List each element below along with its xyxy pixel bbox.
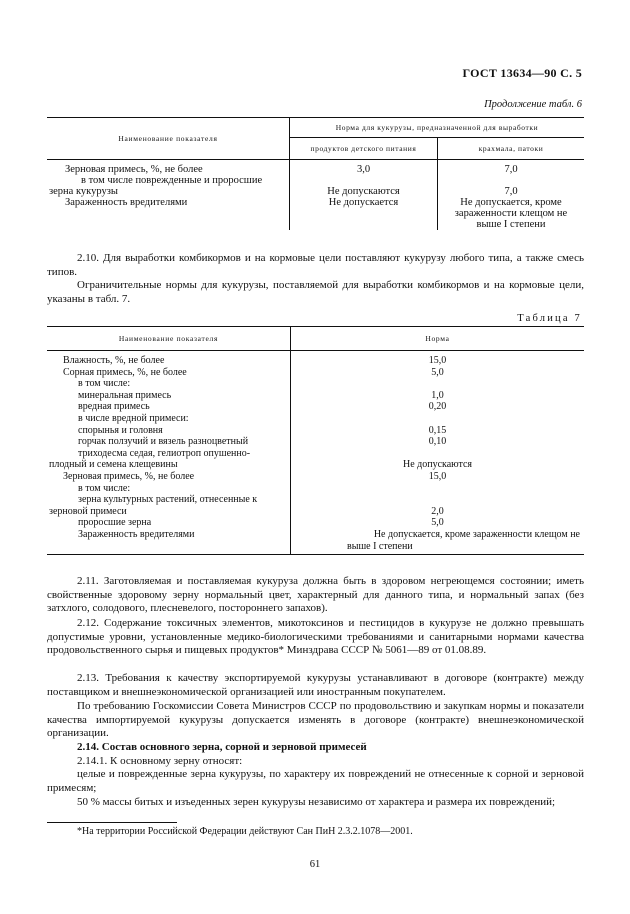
paragraph-2-13-b: По требованию Госкомиссии Совета Министров СССР по продовольствию и закупкам нормы и показатели качества импортируемой кукурузы допускается изменять в договоре (контракте) внешнеэкономической организации. (47, 700, 584, 740)
table-value: выше I степени (291, 541, 585, 555)
section-heading-2-14: 2.14. Состав основного зерна, сорной и зерновой примесей (77, 741, 367, 753)
table-value: 3,0 (356, 164, 371, 175)
table-value: 7,0 (504, 164, 518, 175)
table-row-name: Зерновая примесь, %, не более (47, 471, 291, 483)
table-value: Не допускается, кроме зараженности клещом не (373, 528, 580, 540)
table-continuation-label: Продолжение табл. 6 (484, 99, 582, 110)
table-cell-names (47, 160, 290, 231)
table-row-name: в том числе поврежденные и проросшие (81, 175, 263, 186)
table-row-name: Зерновая примесь, %, не более (65, 164, 203, 175)
table-value: 15,0 (428, 470, 447, 482)
table-cell-baby-food (290, 160, 438, 231)
table-value: 0,15 (428, 424, 447, 436)
table-row-name: Влажность, %, не более (47, 355, 291, 367)
table-row-name: зерна кукурузы (49, 186, 118, 197)
table-value: выше I степени (476, 219, 546, 230)
table-value: 1,0 (431, 389, 444, 401)
footnote-rule (47, 822, 177, 823)
col-header-norm: Норма для кукурузы, предназначенной для выработки (290, 118, 585, 138)
page-header: ГОСТ 13634—90 С. 5 (462, 66, 582, 80)
table-row-name: зерна культурных растений, отнесенные к (47, 494, 291, 506)
table-row-name: зерновой примеси (47, 506, 291, 518)
paragraph-2-14-1-b: 50 % массы битых и изъеденных зерен кукурузы независимо от характера и размера их повреждений; (77, 796, 556, 808)
table-value: 7,0 (504, 186, 518, 197)
paragraph-2-14-1: 2.14.1. К основному зерну относят: (77, 755, 243, 767)
table-row-name: проросшие зерна (47, 517, 291, 529)
table-6 (47, 117, 584, 230)
paragraph-2-14-1-a: целые и поврежденные зерна кукурузы, по характеру их повреждений не отнесенные к сорной и зерновой примесям; (47, 768, 584, 794)
table-row-name: Зараженность вредителями (47, 529, 291, 541)
table-value (291, 378, 585, 390)
table-value: 15,0 (428, 355, 447, 366)
table-row-name: Сорная примесь, %, не более (47, 367, 291, 379)
table-row-name: триходесма седая, гелиотроп опушенно- (47, 448, 291, 460)
col-header-starch: крахмала, патоки (438, 138, 585, 160)
col-header-norm: Норма (291, 327, 585, 351)
paragraph-2-13: 2.13. Требования к качеству экспортируемой кукурузы устанавливают в договоре (контракте) между поставщиком и внешнеэкономической организацией или иностранным покупателем. (47, 672, 584, 698)
table-row-name: спорынья и головня (47, 425, 291, 437)
col-header-baby-food: продуктов детского питания (290, 138, 438, 160)
table-value: Не допускается (328, 197, 399, 208)
table-value (291, 413, 585, 425)
col-header-name: Наименование показателя (47, 118, 290, 160)
table-value (291, 448, 585, 460)
table-row-name: минеральная примесь (47, 390, 291, 402)
table-cell-starch (438, 160, 585, 231)
table-row-name: плодный и семена клещевины (47, 459, 291, 471)
footnote: *На территории Российской Федерации действуют Сан ПиН 2.3.2.1078—2001. (77, 826, 413, 837)
table-7 (47, 326, 584, 555)
table-7-caption: Таблица 7 (517, 313, 582, 324)
table-value: 2,0 (431, 505, 444, 517)
table-row-name: горчак ползучий и вязель разноцветный (47, 436, 291, 448)
table-row-name: в том числе: (47, 378, 291, 390)
table-value (291, 494, 585, 506)
table-row-name (47, 541, 291, 555)
table-value: 0,10 (428, 436, 447, 448)
col-header-name: Наименование показателя (47, 327, 291, 351)
paragraph-2-11: 2.11. Заготовляемая и поставляемая кукуруза должна быть в здоровом негреющемся состоянии; иметь свойственные здоровому зерну нормальный цвет, характерный для данного типа, и нормальный запах (без затхлого, солодового, плесневелого, постороннего запахов). (47, 575, 584, 615)
page-number: 61 (309, 859, 321, 870)
table-value (291, 483, 585, 495)
table-row-name: вредная примесь (47, 401, 291, 413)
table-value: 0,20 (428, 401, 447, 413)
table-row-name: в числе вредной примеси: (47, 413, 291, 425)
table-row-name: в том числе: (47, 483, 291, 495)
table-value: зараженности клещом не (454, 208, 568, 219)
table-value: Не допускаются (327, 186, 400, 197)
table-row-name: Зараженность вредителями (65, 197, 188, 208)
paragraph-2-10-b: Ограничительные нормы для кукурузы, поставляемой для выработки комбикормов и на кормовые цели, указаны в табл. 7. (47, 279, 584, 305)
paragraph-2-10: 2.10. Для выработки комбикормов и на кормовые цели поставляют кукурузу любого типа, а также смесь типов. (47, 252, 584, 278)
table-value: 5,0 (431, 517, 444, 529)
table-value: Не допускаются (402, 459, 473, 471)
table-value: Не допускается, кроме (460, 197, 562, 208)
paragraph-2-12: 2.12. Содержание токсичных элементов, микотоксинов и пестицидов в кукурузе не должно превышать допустимые уровни, установленные медико-биологическими требованиями и санитарными нормами качества продовольственного сырья и пищевых продуктов* Минздрава СССР № 5061—89 от 01.08.89. (47, 617, 584, 657)
table-value: 5,0 (431, 366, 444, 378)
